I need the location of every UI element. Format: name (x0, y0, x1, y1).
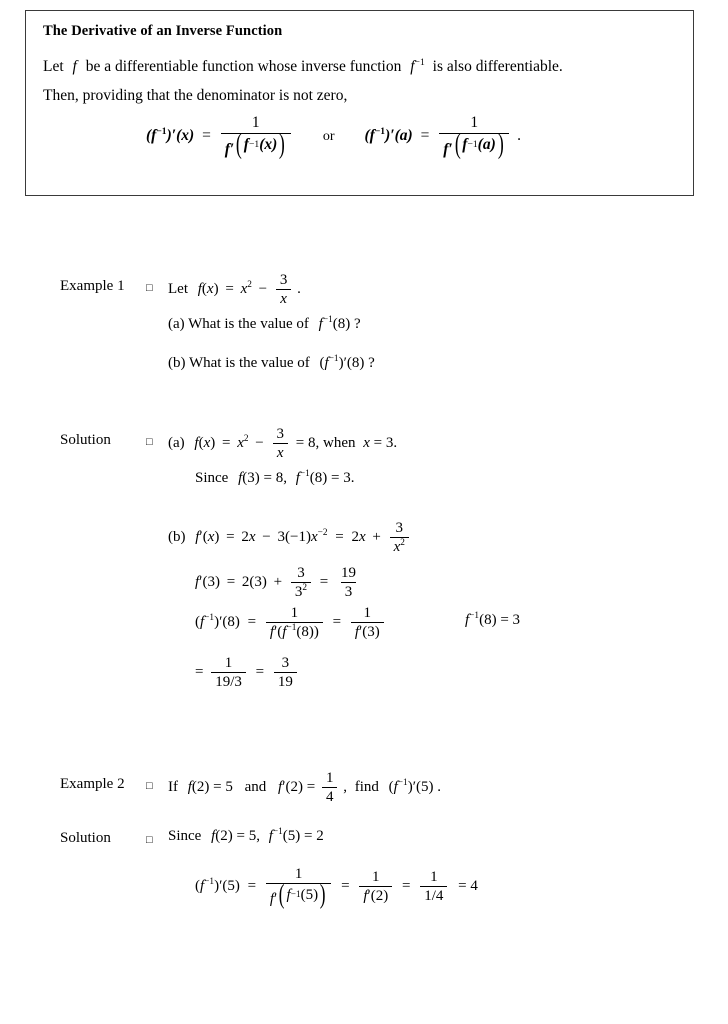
solution-2-main-equation: $(f^{-1})'(5)$ = 1 f′ ( f −1 (5) ) = $\frac{1}{f'(2)}$ = $\frac{1}{1/4}$ = 4 (195, 866, 478, 910)
theorem-box (25, 10, 694, 196)
solution-1-part-b: (b) $f'(x) = 2x - 3(-1)x^{-2} = 2x$ + $\frac{3}{x^2}$ (168, 520, 411, 555)
solution-1-fprime3-line: f′(3) = 2(3) + $\frac{3}{3^2}$ = $\frac{19}{3}$ (195, 565, 357, 601)
find-word: find (354, 779, 379, 796)
theorem-formula (146, 114, 522, 161)
example-1-statement: Let $f(x) = x^2$ − $\frac{3}{x}$ . (168, 272, 301, 308)
theorem-line1-part-a: Let (43, 58, 64, 75)
solution-1-bullet-icon: □ (146, 436, 153, 448)
formula-left-numerator: 1 (251, 114, 260, 131)
if-word: If (168, 779, 178, 796)
example-1-label: Example 1 (60, 278, 125, 294)
theorem-or-label: or (322, 128, 335, 144)
solution-1a-prefix: (a) (168, 435, 185, 452)
solution-2-bullet-icon: □ (146, 834, 153, 846)
part-a-question-text: (a) What is the value of (168, 316, 309, 332)
part-b-question-text: (b) What is the value of (168, 355, 310, 371)
solution-2-label: Solution (60, 830, 111, 846)
variable-f-inverse: f (410, 58, 415, 75)
example-2-label: Example 2 (60, 776, 125, 792)
solution-1-final-equation: = $\frac{1}{19/3}$ = $\frac{3}{19}$ (195, 655, 299, 690)
solution-1b-prefix: (b) (168, 529, 186, 546)
solution-1-part-a: (a) $f(x) = x^2$ − $\frac{3}{x}$ = 8, when x = 3. (168, 426, 398, 462)
solution-1-side-note: $f^{-1}(8) = 3$ (465, 611, 521, 628)
since-word-2: Since (168, 828, 202, 844)
example-2-bullet-icon: □ (146, 780, 153, 792)
theorem-line1-part-b: be a differentiable function whose inverse function (85, 58, 402, 75)
theorem-line-1: Let f be a differentiable function whose inverse function $f^{-1}$ is also differentiable. (43, 57, 563, 75)
theorem-line1-part-c: is also differentiable. (432, 58, 563, 75)
solution-1-main-equation: $(f^{-1})'(8)$ = $\frac{1}{f'(f^{-1}(8))}$ = $\frac{1}{f'(3)}$ (195, 605, 386, 640)
example-1-bullet-icon: □ (146, 282, 153, 294)
theorem-formula-right: $(f^{-1})'(a)$ = 1 f′ ( f −1 (a) ) . (364, 114, 522, 161)
solution-1-label: Solution (60, 432, 111, 448)
solution-2-since-line: Since f(2) = 5, $f^{-1}(5) = 2$ (168, 827, 324, 844)
theorem-title: The Derivative of an Inverse Function (43, 23, 283, 39)
formula-period: . (517, 127, 522, 145)
example-1-let-word: Let (168, 281, 188, 298)
theorem-formula-left: $(f^{-1})'(x)$ = 1 f′ ( f −1 (x) ) (146, 115, 293, 158)
and-word: and (244, 779, 267, 796)
example-2-statement: If f(2) = 5 and f′(2) = $\frac{1}{4}$ , find $(f^{-1})'(5)$ . (168, 770, 441, 806)
x-variable: x (240, 281, 248, 298)
example-1-part-b: (b) What is the value of $(f^{-1})'(8)$ ? (168, 354, 375, 371)
theorem-line-2: Then, providing that the denominator is not zero, (43, 87, 348, 104)
example-1-part-a: (a) What is the value of $f^{-1}(8)$ ? (168, 315, 361, 332)
variable-f: f (72, 58, 77, 75)
formula-right-numerator: 1 (470, 114, 479, 131)
solution-1-since-line: Since f(3) = 8, $f^{-1}(8) = 3$. (195, 469, 355, 486)
since-word: Since (195, 470, 229, 486)
solution-2-result: = 4 (458, 878, 478, 895)
